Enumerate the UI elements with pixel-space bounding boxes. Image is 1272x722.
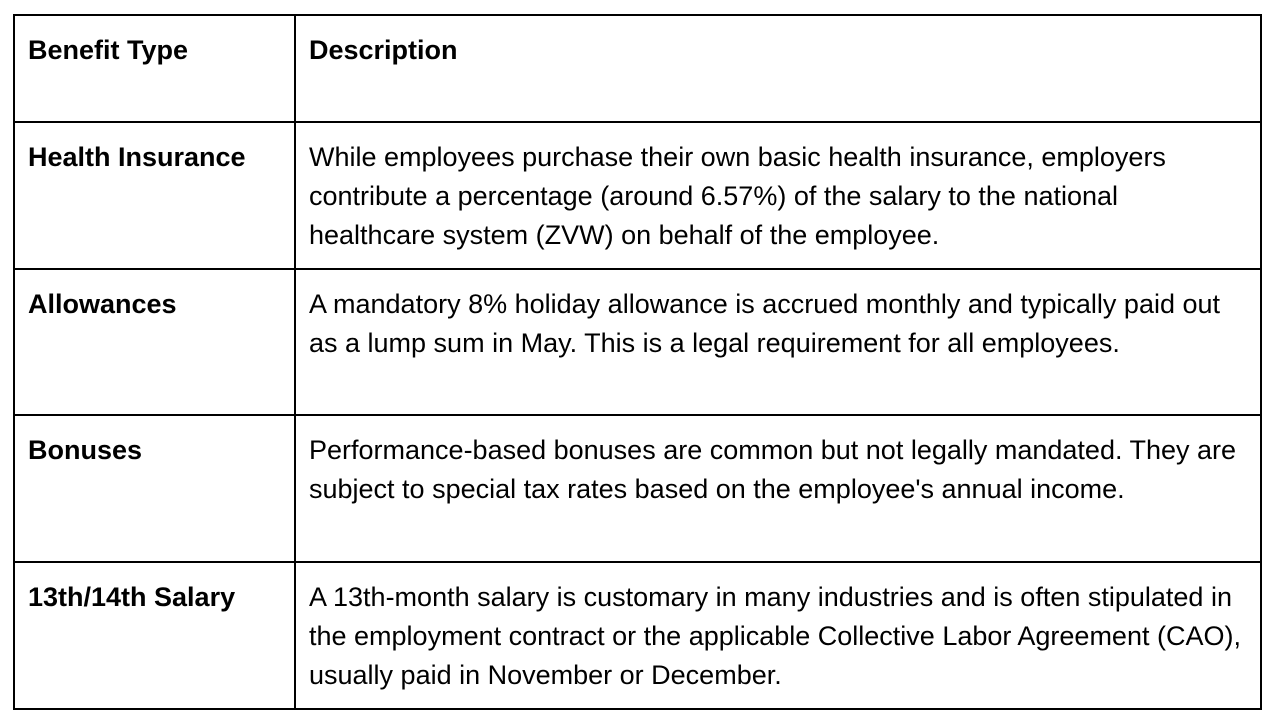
table-row xyxy=(14,415,1261,562)
benefit-type-cell: Allowances xyxy=(14,269,295,415)
table-header-row xyxy=(14,15,1261,122)
header-benefit-type: Benefit Type xyxy=(14,15,295,122)
description-cell: While employees purchase their own basic health insurance, employers contribute a percentage (around 6.57%) of the salary to the national healthcare system (ZVW) on behalf of the employee. xyxy=(295,122,1261,269)
header-description: Description xyxy=(295,15,1261,122)
table-row xyxy=(14,122,1261,269)
table-row xyxy=(14,562,1261,709)
description-cell: A mandatory 8% holiday allowance is accrued monthly and typically paid out as a lump sum in May. This is a legal requirement for all employees. xyxy=(295,269,1261,415)
table-row xyxy=(14,269,1261,415)
benefit-type-cell: Health Insurance xyxy=(14,122,295,269)
benefit-type-cell: 13th/14th Salary xyxy=(14,562,295,709)
benefits-table xyxy=(13,14,1262,710)
description-cell: Performance-based bonuses are common but not legally mandated. They are subject to special tax rates based on the employee's annual income. xyxy=(295,415,1261,562)
description-cell: A 13th-month salary is customary in many industries and is often stipulated in the employment contract or the applicable Collective Labor Agreement (CAO), usually paid in November or December. xyxy=(295,562,1261,709)
benefit-type-cell: Bonuses xyxy=(14,415,295,562)
